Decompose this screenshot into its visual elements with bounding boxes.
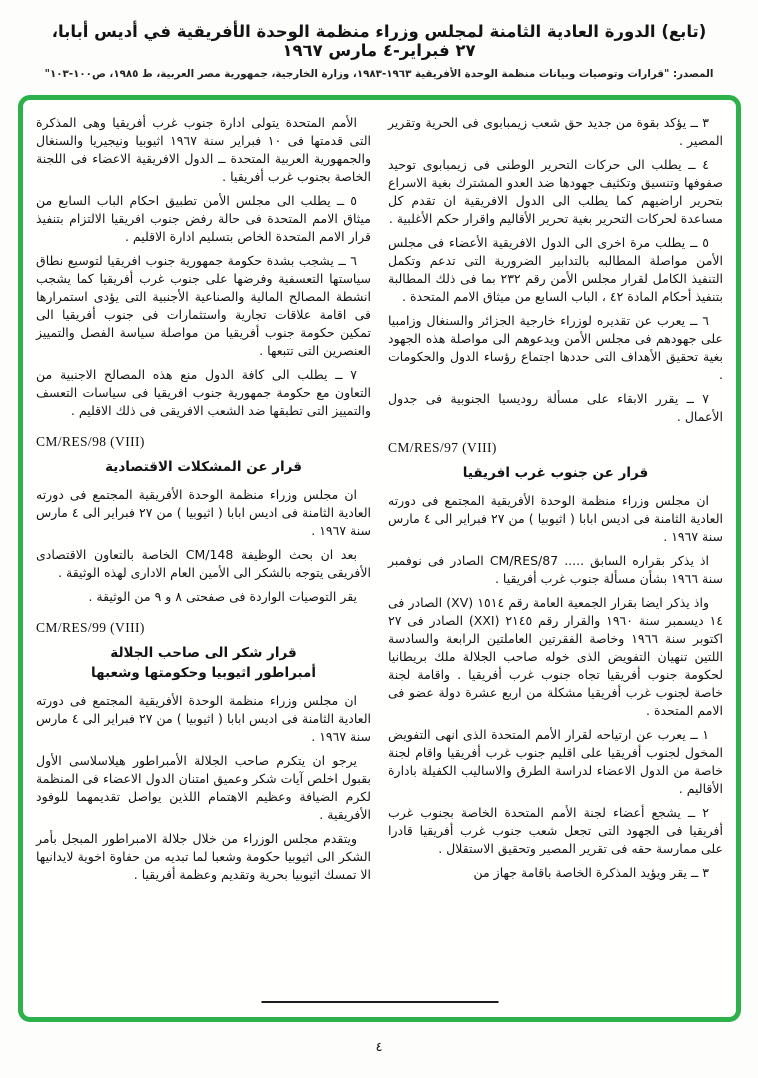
numbered-item: ٥ ــ يطلب مرة اخرى الى الدول الافريقية الأعضاء فى مجلس الأمن مواصلة المطالبه بالتدابير الضرورية التى تدعم وتكمل التنفيذ الكامل لقرار مجلس الأمن رقم ٢٣٢ بما فى ذلك المطالبة بتنفيذ أحكام المادة ٤٢ ، الباب السابع من ميثاق الامم المتحدة . [388, 235, 723, 304]
paragraph: يرجو ان يتكرم صاحب الجلالة الأمبراطور هيلاسلاسى الأول بقبول اخلص آيات شكر وعميق امتنان الدول الاعضاء فى المنظمة لكرم الضيافة وعظيم الاهتمام اللذين يواصل تقديمهما للوفود الأفريقية . [36, 752, 371, 822]
document-title: (تابع) الدورة العادية الثامنة لمجلس وزراء منظمة الوحدة الأفريقية في أديس أبابا، ٢٧ فبراير-٤ مارس ١٩٦٧ [51, 22, 707, 60]
document-source-line: المصدر: "قرارات وتوصيات وبيانات منظمة الوحدة الأفريقية ١٩٦٣-١٩٨٣، وزارة الخارجية، جمهورية مصر العربية، ط ١٩٨٥، ص١٠٠-١٠٣" [44, 68, 714, 80]
numbered-item: ٦ ــ يعرب عن تقديره لوزراء خارجية الجزائر والسنغال وزامبيا على جهودهم فى مجلس الأمن ويدعوهم الى مواصلة هذه الجهود بغية تحقيق الأهداف التى حددها اجتماع رؤساء الدول والحكومات . [388, 313, 723, 382]
resolution-ref: CM/RES/99 (VIII) [36, 619, 145, 635]
numbered-item: ٧ ــ يطلب الى كافة الدول منع هذه المصالح الاجنبية من التعاون مع حكومة جمهورية جنوب افريقيا فى سياسات التعسف والتمييز التى تطبقها ضد الشعب الافريقى فى ذلك الاقليم . [36, 367, 371, 418]
numbered-item: ٣ ــ يؤكد بقوة من جديد حق شعب زيمبابوى فى الحرية وتقرير المصير . [388, 115, 723, 148]
resolution-title-line2: أمبراطور اثيوبيا وحكومتها وشعبها [91, 665, 316, 682]
paragraph: يقر التوصيات الواردة فى صفحتى ٨ و ٩ من الوثيقة . [88, 588, 357, 604]
resolution-ref: CM/RES/97 (VIII) [388, 440, 497, 455]
numbered-item: ٥ ــ يطلب الى مجلس الأمن تطبيق احكام الباب السابع من ميثاق الامم المتحدة فى حالة رفض جنوب افريقيا الالتزام بتنفيذ قرار الامم المتحدة الخاص بتسليم ادارة الاقليم . [36, 193, 371, 244]
numbered-item: ٣ ــ يقر ويؤيد المذكرة الخاصة باقامة جهاز من [473, 864, 709, 880]
paragraph: اذ يذكر بقراره السابق ..... CM/RES/87 الصادر فى نوفمبر سنة ١٩٦٦ بشأن مسألة جنوب غرب أفريقيا . [388, 552, 723, 586]
paragraph: ان مجلس وزراء منظمة الوحدة الأفريقية المجتمع فى دورته العادية الثامنة فى اديس ابابا ( اثيوبيا ) من ٢٧ فبراير الى ٤ مارس سنة ١٩٦٧ . [36, 486, 371, 538]
numbered-item: ٤ ــ يطلب الى حركات التحرير الوطنى فى زيمبابوى توحيد صفوفها وتنسيق وتكثيف جهودها ضد العدو المشترك بغية الاسراع بتحرير اراضيهم كما يطلب الى الدول الافريقية ان تقدم كل مساعدة لحركات التحرير بغية تحرير الأقاليم واقرار حكم الأغلبية . [388, 157, 723, 226]
paragraph-continuation: الأمم المتحدة يتولى ادارة جنوب غرب أفريقيا وهى المذكرة التى قدمتها فى ١٠ فبراير سنة ١٩٦٧ اثيوبيا ونيجيريا والسنغال والجمهورية العربية المتحدة ــ الدول الافريقية الاعضاء فى اللجنة الخاصة بجنوب غرب أفريقيا . [36, 115, 371, 184]
numbered-item: ٧ ــ يقرر الابقاء على مسألة روديسيا الجنوبية فى جدول الأعمال . [388, 391, 723, 424]
paragraph: واذ يذكر ايضا بقرار الجمعية العامة رقم ١٥١٤ (XV) الصادر فى ١٤ ديسمبر سنة ١٩٦٠ والقرار رقم ٢١٤٥ (XXI) الصادر فى ٢٧ اكتوبر سنة ١٩٦٦ وخاصة الفقرتين العاملتين الرابعة والسادسة اللتين تنهيان التفويض الذى خوله صاحب الجلالة ملك بريطانيا لحكومة جنوب أفريقيا تجاه جنوب غرب أفريقيا . واقامة لجنة خاصة لجنوب غرب أفريقيا مشكلة من اربع عشرة دولة عضو فى الامم المتحدة . [388, 594, 723, 718]
numbered-item: ٦ ــ يشجب بشدة حكومة جمهورية جنوب افريقيا لتوسيع نطاق سياستها التعسفية وفرضها على جنوب غرب أفريقيا كما يشجب انشطة المصالح المالية والصناعية الأجنبية التى يؤدى استمرارها فى اقامة علاقات تجارية واستثمارات فى جنوب أفريقيا الى تمكين حكومة جنوب أفريقيا من مواصلة سياسة الفصل والتمييز العنصرين التى تتبعها . [36, 253, 371, 358]
resolution-ref: CM/RES/98 (VIII) [36, 434, 145, 449]
paragraph: ان مجلس وزراء منظمة الوحدة الأفريقية المجتمع فى دورته العادية الثامنة فى اديس ابابا ( اثيوبيا ) من ٢٧ فبراير الى ٤ مارس سنة ١٩٦٧ . [388, 492, 723, 544]
page-number: ٤ [375, 1040, 383, 1055]
resolution-title [36, 643, 371, 684]
column-left [36, 114, 371, 987]
column-right [388, 114, 723, 987]
numbered-item: ١ ــ يعرب عن ارتياحه لقرار الأمم المتحدة الذى انهى التفويض المخول لجنوب أفريقيا على اقليم جنوب غرب أفريقيا واقام لجنة خاصة من الدول الاعضاء لدراسة الطرق والاساليب الكفيلة بادارة الأقاليم . [388, 726, 723, 796]
resolution-title: قرار عن جنوب غرب افريقيا [462, 465, 649, 482]
end-of-text-divider [261, 1001, 498, 1003]
paragraph: بعد ان بحث الوظيفة CM/148 الخاصة بالتعاون الاقتصادى الأفريقى يتوجه بالشكر الى الأمين العام الادارى لهذه الوثيقة . [36, 546, 371, 580]
green-border-frame [18, 95, 741, 1022]
paragraph: ويتقدم مجلس الوزراء من خلال جلالة الامبراطور المبجل بأمر الشكر الى اثيوبيا حكومة وشعبا لما تبديه من حفاوة اخوية لايدانيها الا تمسك اثيوبيا بحرية وتقديم وعظمة أفريقيا . [36, 830, 371, 882]
numbered-item: ٢ ــ يشجع أعضاء لجنة الأمم المتحدة الخاصة بجنوب غرب أفريقيا فى الجهود التى تجعل شعب جنوب غرب أفريقيا قادرا على ممارسة حقه فى تقرير المصير وتحقيق الاستقلال . [388, 804, 723, 856]
two-column-text-area [23, 100, 736, 1017]
resolution-title: قرار عن المشكلات الاقتصادية [105, 459, 302, 476]
page-header [40, 22, 718, 80]
paragraph: ان مجلس وزراء منظمة الوحدة الأفريقية المجتمع فى دورته العادية الثامنة فى اديس ابابا ( اثيوبيا ) من ٢٧ فبراير الى ٤ مارس سنة ١٩٦٧ . [36, 692, 371, 744]
resolution-title-line1: قرار شكر الى صاحب الجلالة [110, 645, 297, 662]
